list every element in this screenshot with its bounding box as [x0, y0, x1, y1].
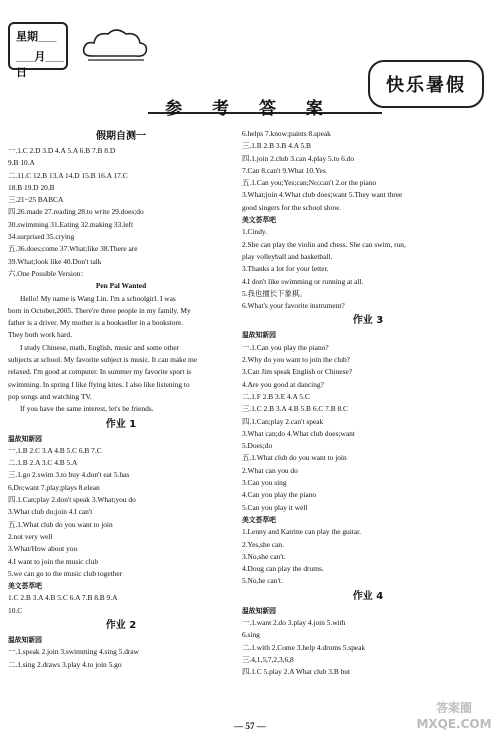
- page-number: — 57 —: [234, 721, 266, 731]
- answer-line: 5.No,he can't.: [242, 576, 283, 586]
- answer-line: 4.Are you good at dancing?: [242, 379, 324, 389]
- answer-line: 五.36.does;come 37.What;like 38.There are: [8, 244, 138, 254]
- answer-line: 六.One Possible Version：: [8, 268, 88, 278]
- answer-line: 一.1.want 2.do 3.play 4.join 5.with: [242, 617, 346, 627]
- answer-line: 7.Can 8.can't 9.What 10.Yes: [242, 165, 326, 175]
- answer-line: 3.What/How about you: [8, 544, 78, 554]
- answer-line: 6.sing: [242, 630, 260, 640]
- answer-line: 3.What club do;join 4.I can't: [8, 507, 93, 517]
- answer-line: 5.Does;do: [242, 441, 273, 451]
- section-heading: 作业 1: [105, 418, 137, 430]
- answer-line: Pen Pal Wanted: [95, 281, 147, 291]
- answer-line: 2.What can you do: [242, 465, 298, 475]
- answer-line: 二.11.C 12.B 13.A 14.D 15.B 16.A 17.C: [8, 170, 128, 180]
- answer-line: They both work hard.: [8, 330, 73, 340]
- answer-line: 1.Cindy.: [242, 227, 267, 237]
- answer-line: 三.1.B 2.B 3.B 4.A 5.B: [242, 141, 311, 151]
- watermark-logo: 答案圈 MXQE.COM: [416, 701, 492, 731]
- answer-line: 4.Can you play the piano: [242, 490, 317, 500]
- section-heading: 假期自测一: [96, 131, 146, 142]
- answer-line: 三.1.go 2.swim 3.to buy 4.don't eat 5.has: [8, 470, 130, 480]
- answer-line: 6.Do;want 7.play;plays 8.elean: [8, 482, 100, 492]
- subsection-label: 美文荟萃吧: [242, 515, 276, 524]
- answer-line: 3.What can;do 4.What club does;want: [242, 428, 355, 438]
- answer-line: 一.1.B 2.C 3.A 4.B 5.C 6.B 7.C: [8, 445, 102, 455]
- answer-line: 9.B 10.A: [8, 158, 35, 168]
- answer-line: father is a driver. My mother is a bookseller in a bookstore.: [8, 318, 184, 328]
- answer-line: good singers for the school show.: [242, 202, 341, 212]
- answer-line: 四.1.Can;play 2.don't speak 3.What;you do: [8, 495, 136, 505]
- answer-line: 四.1.join 2.club 3.can 4.play 5.to 6.do: [242, 153, 355, 163]
- cloud-icon: [80, 24, 150, 64]
- answer-line: subjects at school. My favorite subject is music. It can make me: [8, 355, 198, 365]
- answer-line: 30.swimming 31.Eating 32.making 33.left: [8, 219, 134, 229]
- section-heading: 作业 2: [105, 619, 137, 631]
- answer-line: relaxed. I'm good at computer. In summer my favorite sport is: [8, 367, 192, 377]
- subsection-label: 美文荟萃吧: [8, 582, 42, 591]
- answer-line: 2.Why do you want to join the club?: [242, 355, 350, 365]
- answer-line: 10.C: [8, 605, 23, 615]
- answer-line: 6.What's your favorite instrument?: [242, 301, 345, 311]
- left-column: [8, 128, 234, 671]
- answer-line: 二.1.F 2.B 3.E 4.A 5.C: [242, 391, 310, 401]
- subsection-label: 温故知新园: [8, 635, 42, 644]
- answer-line: 四.1.C 5.play 2.A What club 3.B but: [242, 667, 351, 677]
- answer-line: 五.1.What club do you want to join: [242, 453, 347, 463]
- page-title: 参 考 答 案: [165, 99, 335, 119]
- answer-line: 二.1.B 2.A 3.C 4.B 5.A: [8, 458, 78, 468]
- answer-line: 5.Can you play it well: [242, 502, 308, 512]
- answer-line: 2.She can play the violin and chess. She can swim, run,: [242, 239, 406, 249]
- answer-line: Hello! My name is Wang Lin. I'm a schoolgirl. I was: [20, 293, 176, 303]
- right-column: [242, 128, 494, 678]
- answer-line: 5.我也擅长下象棋。: [242, 288, 307, 298]
- subsection-label: 温故知新园: [242, 606, 276, 615]
- answer-line: 二.1.sing 2.draws 3.play 4.to join 5.go: [8, 659, 122, 669]
- answer-line: born in October,2005. There're three people in my family. My: [8, 305, 191, 315]
- answer-line: 一.1.speak 2.join 3.swimming 4.sing 5.draw: [8, 647, 139, 657]
- answer-line: 三.21~25 BABCA: [8, 195, 64, 205]
- subsection-label: 美文荟萃吧: [242, 216, 276, 225]
- subsection-label: 温故知新园: [8, 434, 42, 443]
- answer-line: 五.1.What club do you want to join: [8, 519, 113, 529]
- answer-line: 一.1.C 2.D 3.D 4.A 5.A 6.B 7.B 8.D: [8, 146, 116, 155]
- answer-line: 6.helps 7.know;paints 8.speak: [242, 129, 331, 138]
- answer-line: 3.Can you sing: [242, 478, 287, 488]
- answer-line: 1.Lenny and Katrine can play the guitar.: [242, 527, 362, 537]
- section-heading: 作业 3: [352, 315, 384, 327]
- answer-line: If you have the same interest, let's be friends.: [20, 404, 154, 414]
- answer-line: 三.1.C 2.B 3.A 4.B 5.B 6.C 7.B 8.C: [242, 404, 348, 414]
- answer-line: 五.1.Can you;Yes;can;No;can't 2.or the piano: [242, 178, 377, 188]
- answer-line: 34.surprised 35.crying: [8, 232, 75, 242]
- section-heading: 作业 4: [352, 590, 384, 602]
- answer-line: 2.not very well: [8, 531, 53, 541]
- answer-line: swimming. In spring I like flying kites. I also like listening to: [8, 379, 190, 389]
- answer-line: 18.B 19.D 20.B: [8, 182, 55, 192]
- week-label: 星期___: [16, 31, 57, 43]
- answer-line: play volleyball and basketball.: [242, 251, 333, 261]
- answer-line: 一.1.Can you play the piano?: [242, 342, 329, 352]
- answer-line: 3.Thanks a lot for your letter.: [242, 264, 329, 274]
- answer-line: 四.1.Can;play 2.can't speak: [242, 416, 324, 426]
- answer-line: pop songs and watching TV.: [8, 391, 92, 401]
- answer-line: 5.we can go to the music club together: [8, 568, 123, 578]
- answer-line: 4.I don't like swimming or running at all.: [242, 276, 364, 286]
- answer-line: 3.No,she can't.: [242, 551, 286, 561]
- subsection-label: 温故知新园: [242, 331, 276, 340]
- answer-line: 4.Doug can play the drums.: [242, 564, 324, 574]
- date-frame: [8, 22, 68, 79]
- answer-line: 2.Yes,she can.: [242, 539, 284, 549]
- logo-text: 快乐暑假: [368, 60, 484, 108]
- answer-line: 二.1.with 2.Come 3.help 4.drums 5.speak: [242, 642, 366, 652]
- answer-line: 三.4,1,5,7,2,3,6,8: [242, 654, 294, 664]
- answer-line: I study Chinese, math, English, music and some other: [20, 342, 180, 352]
- answer-line: 3.What;join 4.What club does;want 5.They want three: [242, 190, 403, 200]
- answer-line: 39.What;look like 40.Don't talk: [8, 256, 102, 266]
- date-label: ___月___日: [16, 51, 64, 79]
- answer-line: 1.C 2.B 3.A 4.B 5.C 6.A 7.B 8.B 9.A: [8, 593, 118, 603]
- answer-line: 3.Can Jim speak English or Chinese?: [242, 367, 353, 377]
- answer-line: 4.I want to join the music club: [8, 556, 99, 566]
- header-date-box: [8, 18, 148, 79]
- answer-line: 四.26.made 27.reading 28.to write 29.does;do: [8, 207, 144, 217]
